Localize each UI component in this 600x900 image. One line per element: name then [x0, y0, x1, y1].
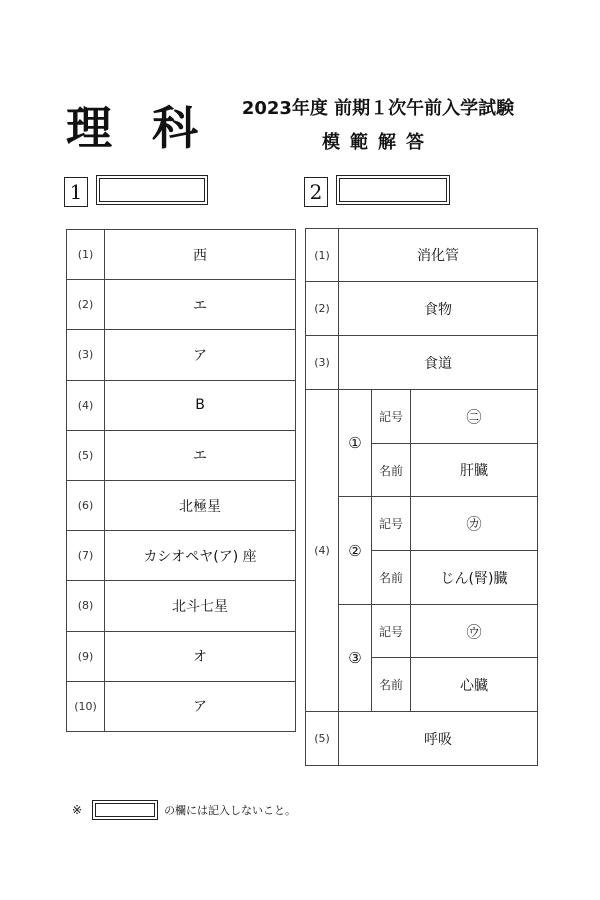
question-number: (2)	[306, 282, 339, 336]
table-row	[306, 712, 538, 766]
answer-cell: 食物	[339, 282, 538, 336]
answer-cell: カシオペヤ(ア) 座	[105, 531, 296, 581]
answer-label: 模範解答	[322, 132, 434, 153]
symbol-answer: ㊁	[411, 390, 538, 444]
table-row	[306, 605, 538, 658]
exam-title: 2023年度 前期１次午前入学試験	[241, 98, 515, 119]
section-1-number: 1	[64, 177, 88, 207]
table-row	[67, 480, 296, 530]
name-label: 名前	[372, 658, 411, 712]
answer-cell: エ	[105, 280, 296, 330]
table-row	[306, 497, 538, 551]
table-row	[67, 380, 296, 430]
name-answer: 心臓	[411, 658, 538, 712]
answer-cell: 消化管	[339, 229, 538, 282]
table-row	[67, 581, 296, 631]
table-row	[306, 390, 538, 444]
question-number: (8)	[67, 581, 105, 631]
name-label: 名前	[372, 444, 411, 497]
table-row	[67, 631, 296, 681]
symbol-label: 記号	[372, 390, 411, 444]
answer-cell: B	[105, 380, 296, 430]
name-answer: じん(腎)臓	[411, 551, 538, 605]
section-2-answer-table	[305, 228, 538, 766]
note-mark: ※	[72, 803, 83, 817]
question-number: (1)	[67, 230, 105, 280]
section-2-number: 2	[304, 177, 328, 207]
footer-sample-box	[92, 800, 158, 820]
answer-cell: エ	[105, 430, 296, 480]
question-number: (6)	[67, 480, 105, 530]
table-row	[306, 229, 538, 282]
symbol-answer: ㋒	[411, 605, 538, 658]
question-number: (9)	[67, 631, 105, 681]
answer-cell: 北斗七星	[105, 581, 296, 631]
section-1-score-box	[96, 175, 208, 205]
question-number: (5)	[67, 430, 105, 480]
question-number: (3)	[67, 330, 105, 380]
question-number: (4)	[67, 380, 105, 430]
table-row	[67, 430, 296, 480]
answer-cell: 呼吸	[339, 712, 538, 766]
question-number: (7)	[67, 531, 105, 581]
name-answer: 肝臓	[411, 444, 538, 497]
sub-question-number: ①	[339, 390, 372, 497]
answer-cell: 北極星	[105, 480, 296, 530]
answer-cell: 食道	[339, 336, 538, 390]
question-number: (2)	[67, 280, 105, 330]
answer-cell: ア	[105, 681, 296, 731]
table-row	[67, 531, 296, 581]
footer-note-text: の欄には記入しないこと。	[164, 804, 297, 817]
question-number: (3)	[306, 336, 339, 390]
question-number: (5)	[306, 712, 339, 766]
answer-cell: オ	[105, 631, 296, 681]
section-2-score-box	[336, 175, 450, 205]
table-row	[67, 230, 296, 280]
table-row	[306, 282, 538, 336]
symbol-label: 記号	[372, 497, 411, 551]
table-row	[67, 280, 296, 330]
footer-note	[72, 800, 296, 820]
symbol-answer: ㋕	[411, 497, 538, 551]
sub-question-number: ③	[339, 605, 372, 712]
sub-question-number: ②	[339, 497, 372, 605]
symbol-label: 記号	[372, 605, 411, 658]
table-row	[67, 330, 296, 380]
answer-cell: ア	[105, 330, 296, 380]
answer-cell: 西	[105, 230, 296, 280]
question-number: (10)	[67, 681, 105, 731]
table-row	[306, 336, 538, 390]
question-number: (1)	[306, 229, 339, 282]
name-label: 名前	[372, 551, 411, 605]
question-number: (4)	[306, 390, 339, 712]
table-row	[67, 681, 296, 731]
section-1-answer-table	[66, 229, 296, 732]
section-1-rows	[67, 230, 296, 732]
subject-title: 理 科	[66, 101, 211, 155]
